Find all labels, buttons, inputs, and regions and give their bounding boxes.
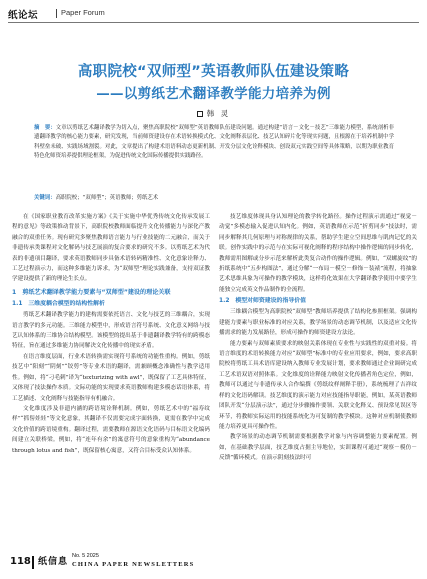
header-rule xyxy=(8,22,419,23)
abstract xyxy=(34,124,394,161)
left-column xyxy=(12,212,210,456)
section-heading: 1 剪纸艺术翻译教学能力要素与“双师型”建设的理论关联 xyxy=(12,288,171,296)
page-number: 118 xyxy=(10,556,31,567)
header-title: 纸论坛 xyxy=(8,10,39,21)
right-paragraph: 技艺维度体现具身认知理论的教学转化路径。操作过程演示需通过“视觉－动觉”多模态输入促进认知内化。例如，英语教师在示范“折剪同步”技法时，需同步解释其几何原理与对称规律的关系，帮助学生建立空间思维与肌肉记忆的关联。创作实践中的示范与在实际可视化阐释的程序结构中操作逻辑的同步转化，教师需用图解或分步示范来解析此类复合动作的操作逻辑。例如，“双螺旋纹”的折纸系统中“五步构图法”，通过分解“一布局－模空－修饰－装裱”流程，将抽象艺术思维具象为可操作的教学模块，这样将化效果在大学翻译教学使用中要学生能独立完成英文作品制作的全流程。 xyxy=(219,214,417,293)
running-header xyxy=(8,7,419,21)
author-box-icon xyxy=(197,111,203,117)
abstract-label: 摘 要： xyxy=(34,125,56,131)
left-paragraph: 文化维度涉及非遗内涵的跨语境诠释机制。例如，剪纸艺术中的“福寿纹样”“抓髻娃娃”等文化意象，其翻译不仅需要完成字面转换，更需在教学中完成文化价值的跨语境重构。翻译过程，需要教师在源语文化语码与目标语文化编码间建立关联桥梁。例如，将“连年有余”的寓意符号的意象重构为“abundance through lotus and fish”，既保留核心寓意，又符合目标受众认知体系。 xyxy=(12,405,210,454)
subsection-heading: 1.2 模型对师资建设的指导价值 xyxy=(219,298,307,305)
header-subtitle: Paper Forum xyxy=(61,8,105,17)
issue-number: No. 5 2025 xyxy=(72,553,99,559)
right-column xyxy=(219,212,417,464)
header-separator xyxy=(56,9,57,18)
footer-bar xyxy=(32,556,34,569)
left-paragraph: 剪纸艺术翻译教学能力的建构需要依托语言、文化与技艺的三维耦合，实现语言教学的多元功能。三维能力模型中，形成语言符号系统、文化意义网络与技艺认知体系的三维协合结构模型。该模型的提出基于非遗翻译教学特有的跨模态特征，旨在通过多维能力协同解决文化传播中的现实矛盾。 xyxy=(12,312,210,350)
right-paragraph: 能力要素与双师素质要求的映射关系体现在专业性与实践性的双重对接。将语言维度的术语转换能力对应“双师型”标准中的专业应用要求，例如，要求高职院校将剪纸工具术语库建设纳入教师专业发展计划，要求教师通过企业调研完成工艺术语双语对照体系。文化维度的诠释能力映射文化传播者角色定位，例如，教师可以通过与非遗传承人合作编撰《剪纸纹样阐释手册》，系统梳理了吉祥纹样的文化语码解读。技艺维度的演示能力对应技能指导职能，例如，某英语教师团队开发“分层演示法”，通过分步骤操作要领、关联文化释义、预设常见误区等环节，将教师实际运用的技能系统化为可复制的教学模块。这种对应机制使教师能力培养更具可操作性。 xyxy=(219,340,417,430)
author-name: 韩 灵 xyxy=(206,109,231,118)
abstract-text: 文章以剪纸艺术翻译教学为切入点，聚焦高职院校“双师型”英语教师队伍建设问题。通过构建“语言－文化－技艺”三维能力模型，系统剖析非遗翻译教学的核心能力要素，研究发现，当前师资建设存在术语转换模式化、文化阐释表层化、技艺认知碎片化等现实问题，且根源在于培养机制中学科壁垒未破、实践场域割裂。对此，文章提出了构建术语语料动态更新机制、开发分层文化诠释模块、创设双元实践空间等具体策略，以期为职业教育特色化师资培养提供理论框架，为促进传统文化国际传播提供实践路径。 xyxy=(34,125,394,159)
author-line xyxy=(0,108,427,119)
left-paragraph: 在《国家职业教育改革实施方案》《关于实施中华优秀传统文化传承发展工程的意见》等政策推动背景下，高职院校教师面临提升文化传播能力与深化产教融合的双重任务。现有研究多聚焦教师语言能力与行业技能的二元融合，而关于非遗传承类课程对文化解码与技艺展演的复合要求的研究不多。以剪纸艺术为代表的非遗项目翻译，要求英语教师同步具备术语转码精准性、文化意象诠释力、工艺过程演示力，而这种多维能力诉求，为“双师型”理论实践兼备，支持双证教学建设提供了新的理论生长点。 xyxy=(12,214,210,283)
keywords xyxy=(34,194,394,203)
keywords-label: 关键词： xyxy=(34,195,56,201)
article-subtitle: ——以剪纸艺术翻译教学能力培养为例 xyxy=(96,86,331,102)
article-title: 高职院校“双师型”英语教师队伍建设策略 xyxy=(77,64,350,80)
subsection-heading: 1.1 三维度耦合模型的结构性解析 xyxy=(12,301,105,308)
right-paragraph: 三维耦合模型为高职院校“双师型”教师培养提供了结构化参照框架。强调构建能力要素与职业标准的对应关系，教学场景的动态调节机制，以及适应文化传播需求的能力发展路径，形成可操作的师资建设方法论。 xyxy=(219,309,417,337)
page-footer xyxy=(0,552,427,574)
right-paragraph: 教学场景的动态调节机制需要根据教学对象与内容调整能力要素配置。例如，在基础教学层面，技艺维度占据主导地位，实训课程可通过“观察－模仿－反馈”循环模式。在演示阴刻技法时可 xyxy=(219,434,417,462)
left-paragraph: 在语言维度层面，行业术语转换需实现符号系统的功能性重构。例如，剪纸技艺中“阳刻”“阴刻”“铰剪”等专业术语的翻译，需兼顾概念准确性与教学适用性。例如，将“刁毛刺”译为“texturizing with awl”，既保留了工艺具体特征，又体现了技法操作本质。文际功能的实现要求英语教师构建多模态话语体系，将工艺描述、文化阐释与技能指导有机融合。 xyxy=(12,353,210,402)
keywords-text: 高职院校；“双师型”；英语教师；剪纸艺术 xyxy=(55,195,159,201)
magazine-logo: 纸信息 xyxy=(38,557,69,567)
magazine-name: CHINA PAPER NEWSLETTERS xyxy=(72,561,195,568)
